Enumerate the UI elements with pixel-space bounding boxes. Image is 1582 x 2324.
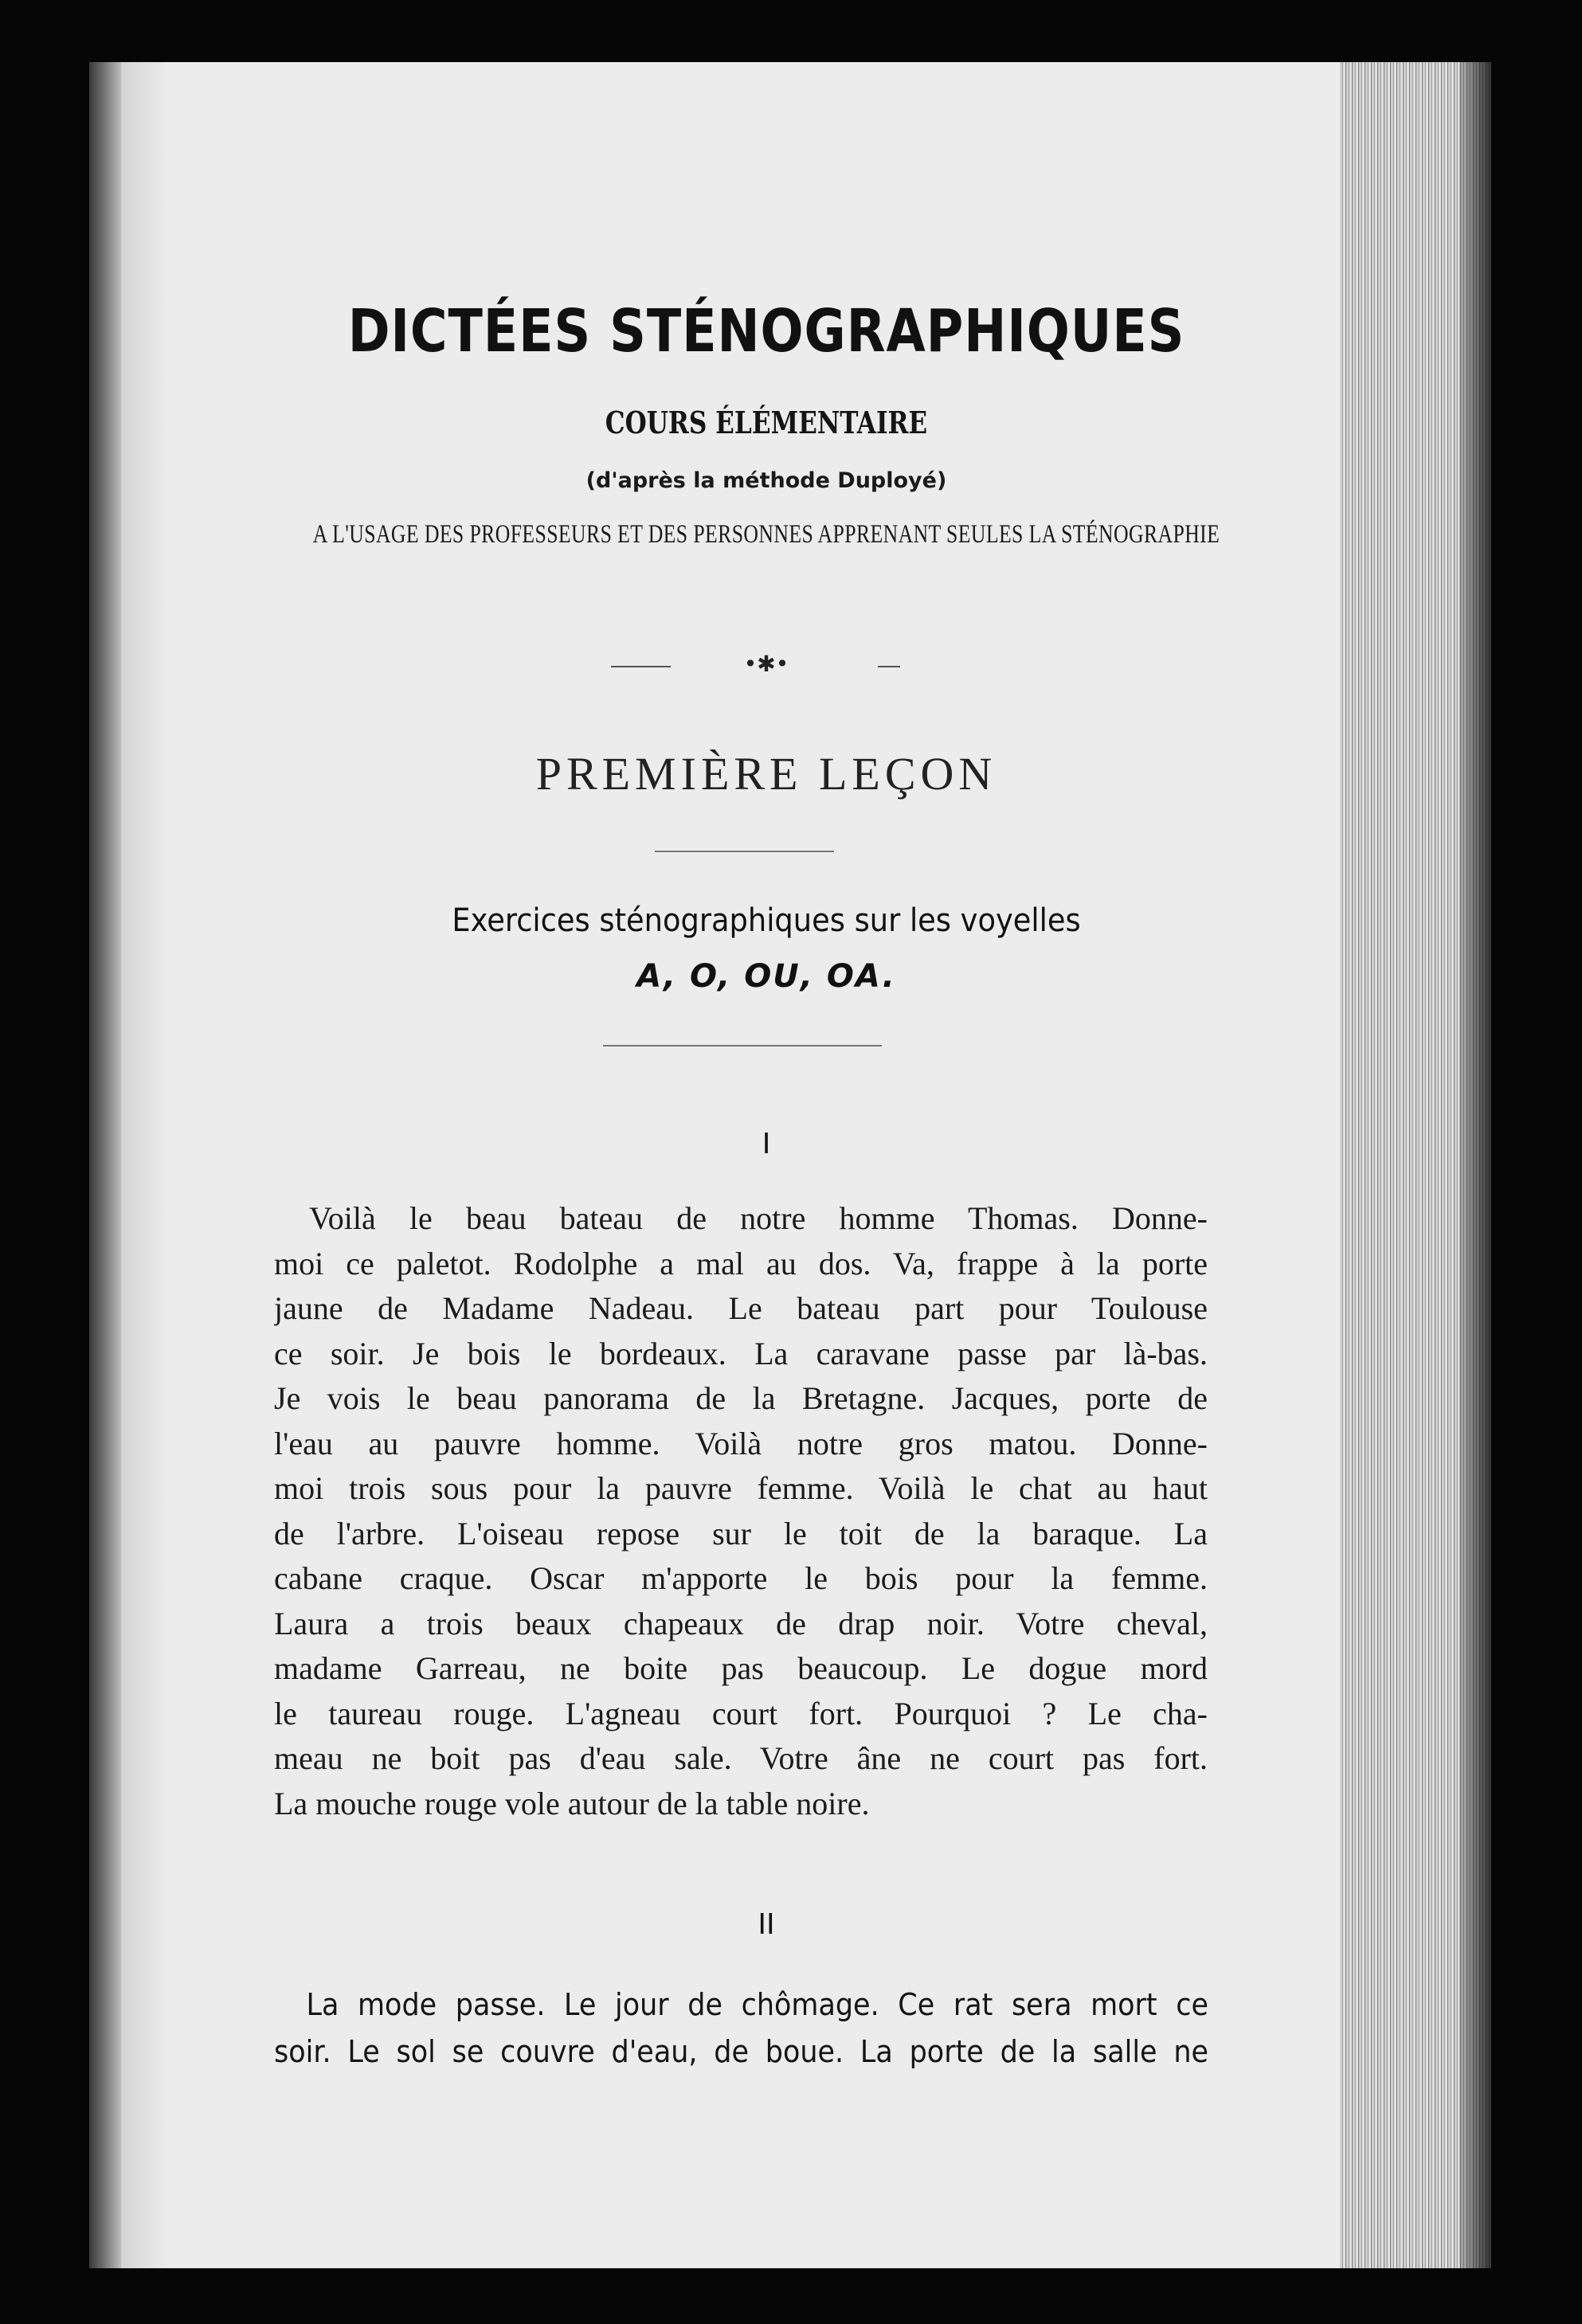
- paragraph-line: l'eau au pauvre homme. Voilà notre gros matou. Donne-: [274, 1425, 1208, 1461]
- paragraph-line: Je vois le beau panorama de la Bretagne. Jacques, porte de: [274, 1380, 1208, 1416]
- gutter-shadow: [121, 62, 169, 2268]
- paragraph-line: La mouche rouge vole autour de la table noire.: [274, 1785, 870, 1821]
- exercise-rule: [603, 1045, 882, 1047]
- book-page: [89, 62, 1491, 2268]
- ornament-dash-left: [611, 666, 671, 667]
- paragraph-line: La mode passe. Le jour de chômage. Ce rat sera mort ce: [306, 1987, 1208, 2022]
- exercise-title: Exercices sténographiques sur les voyelles: [452, 902, 1081, 939]
- paragraph-line: moi trois sous pour la pauvre femme. Voilà le chat au haut: [274, 1470, 1208, 1506]
- section-number-1: I: [762, 1128, 771, 1160]
- ornament-star-icon: •✱•: [743, 651, 789, 677]
- ornament-dash-right: [878, 666, 900, 667]
- method-note: (d'après la méthode Duployé): [585, 468, 947, 493]
- page-stack-edge: [1340, 62, 1491, 2268]
- document-subtitle: COURS ÉLÉMENTAIRE: [605, 405, 928, 440]
- paragraph-line: meau ne boit pas d'eau sale. Votre âne ne court pas fort.: [274, 1740, 1208, 1776]
- paragraph-line: de l'arbre. L'oiseau repose sur le toit de la baraque. La: [274, 1515, 1208, 1551]
- paragraph-line: Voilà le beau bateau de notre homme Thomas. Donne-: [309, 1200, 1208, 1236]
- document-title: DICTÉES STÉNOGRAPHIQUES: [347, 297, 1185, 366]
- paragraph-line: soir. Le sol se couvre d'eau, de boue. La porte de la salle ne: [274, 2034, 1208, 2069]
- section-number-2: II: [758, 1908, 775, 1941]
- exercise-vowels: A, O, OU, OA.: [636, 958, 896, 995]
- usage-note: A L'USAGE DES PROFESSEURS ET DES PERSONNES APPRENANT SEULES LA STÉNOGRAPHIE: [312, 520, 1220, 549]
- lesson-rule: [655, 851, 834, 852]
- paragraph-line: ce soir. Je bois le bordeaux. La caravane passe par là-bas.: [274, 1335, 1208, 1371]
- lesson-title: PREMIÈRE LEÇON: [535, 748, 997, 800]
- ornament-divider: [611, 651, 930, 679]
- text-area: [185, 62, 1348, 2268]
- paragraph-line: cabane craque. Oscar m'apporte le bois pour la femme.: [274, 1560, 1208, 1596]
- paragraph-line: jaune de Madame Nadeau. Le bateau part pour Toulouse: [274, 1290, 1208, 1326]
- section-1-paragraph: [274, 1196, 1208, 1826]
- paragraph-line: le taureau rouge. L'agneau court fort. Pourquoi ? Le cha-: [274, 1695, 1208, 1731]
- paragraph-line: Laura a trois beaux chapeaux de drap noir. Votre cheval,: [274, 1605, 1208, 1641]
- page-left-edge: [89, 62, 121, 2268]
- section-2-paragraph: [274, 1982, 1208, 2076]
- paragraph-line: moi ce paletot. Rodolphe a mal au dos. Va, frappe à la porte: [274, 1245, 1208, 1281]
- paragraph-line: madame Garreau, ne boite pas beaucoup. Le dogue mord: [274, 1650, 1208, 1686]
